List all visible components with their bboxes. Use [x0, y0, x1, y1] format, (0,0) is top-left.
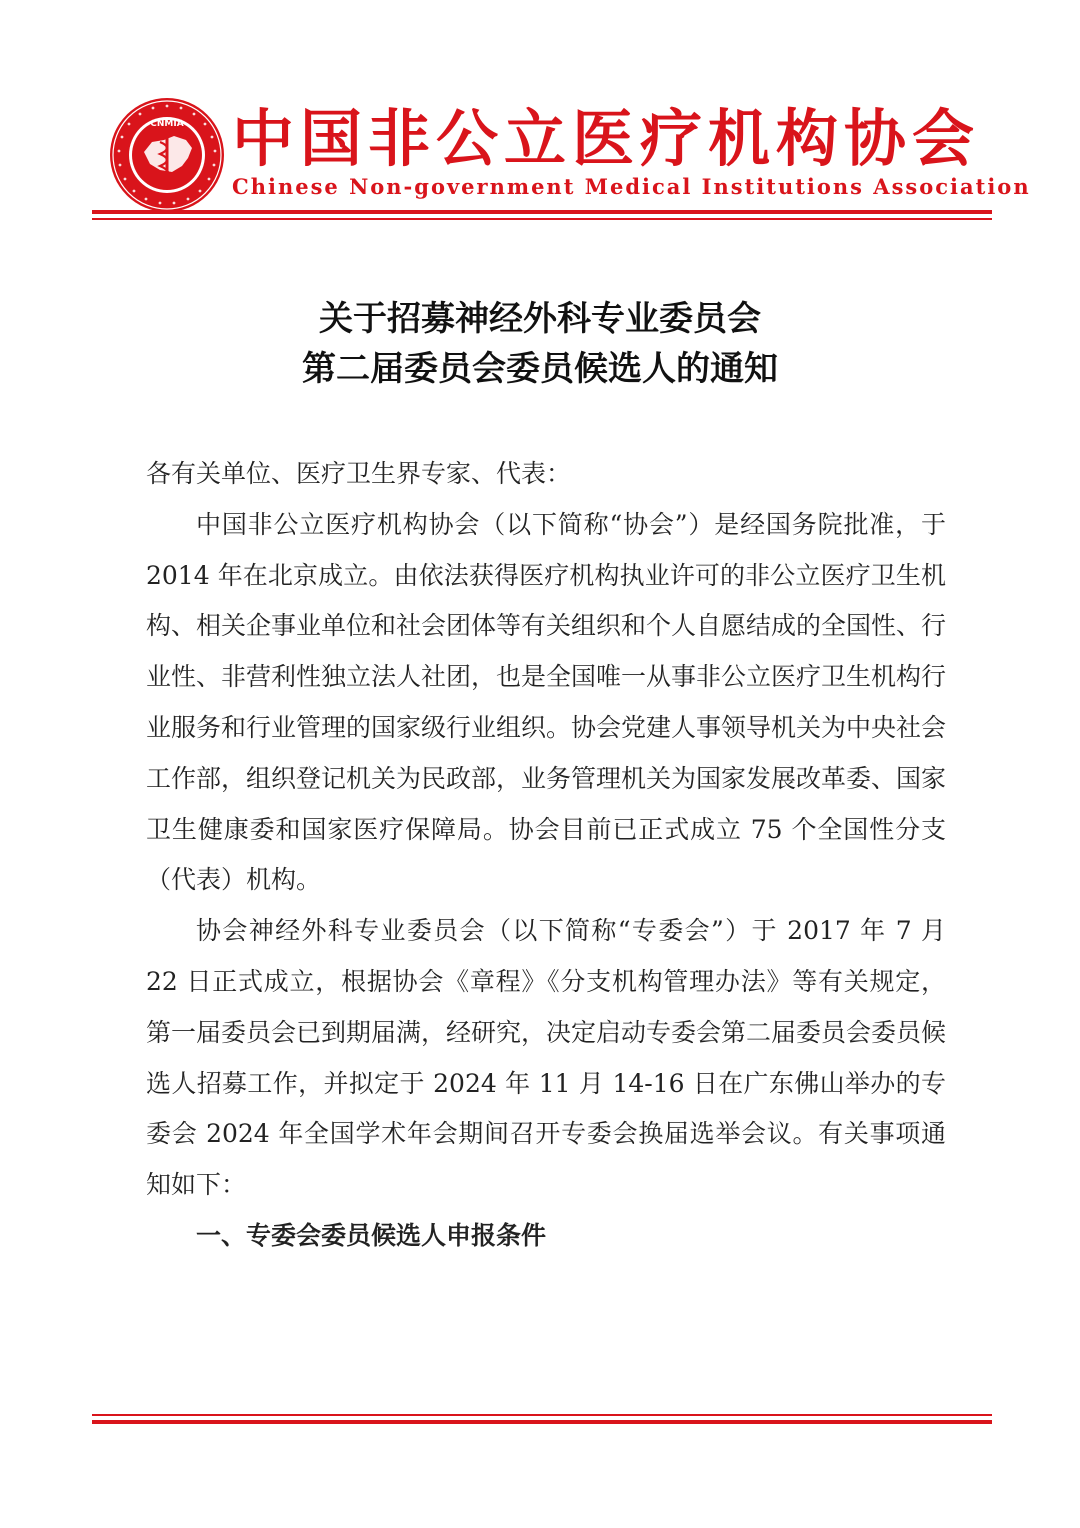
notice-title-line2: 第二届委员会委员候选人的通知	[302, 349, 778, 389]
paragraph-association-intro: 中国非公立医疗机构协会（以下简称“协会”）是经国务院批准，于 2014 年在北京成立。由依法获得医疗机构执业许可的非公立医疗卫生机构、相关企事业单位和社会团体等有关组织和个人自愿结成的全国性、行业性、非营利性独立法人社团，也是全国唯一从事非公立医疗卫生机构行业服务和行业管理的国家级行业组织。协会党建人事领导机关为中央社会工作部，组织登记机关为民政部，业务管理机关为国家发展改革委、国家卫生健康委和国家医疗保障局。协会目前已正式成立 75 个全国性分支（代表）机构。	[146, 509, 947, 895]
notice-body	[146, 449, 946, 1262]
letterhead	[0, 0, 1080, 230]
paragraph-committee-election: 协会神经外科专业委员会（以下简称“专委会”）于 2017 年 7 月 22 日正式成立，根据协会《章程》《分支机构管理办法》等有关规定，第一届委员会已到期届满，经研究，决定启动专委会第二届委员会委员候选人招募工作，并拟定于 2024 年 11 月 14-16 日在广东佛山举办的专委会 2024 年全国学术年会期间召开专委会换届选举会议。有关事项通知如下：	[146, 916, 947, 1200]
org-name-cn: 中国非公立医疗机构协会	[232, 102, 981, 175]
org-name-en: Chinese Non-government Medical Institutions Association	[232, 174, 1031, 199]
cnmia-logo-icon	[108, 96, 226, 214]
logo-abbr: CNMIA	[150, 119, 184, 129]
header-rule-thick	[92, 210, 992, 214]
notice-title-line1: 关于招募神经外科专业委员会	[319, 299, 761, 339]
section-heading-eligibility: 一、专委会委员候选人申报条件	[196, 1220, 547, 1250]
footer-rule-thick	[92, 1420, 992, 1424]
footer-rule-thin	[92, 1414, 992, 1416]
salutation: 各有关单位、医疗卫生界专家、代表：	[146, 459, 572, 488]
header-rule-thin	[92, 218, 992, 220]
